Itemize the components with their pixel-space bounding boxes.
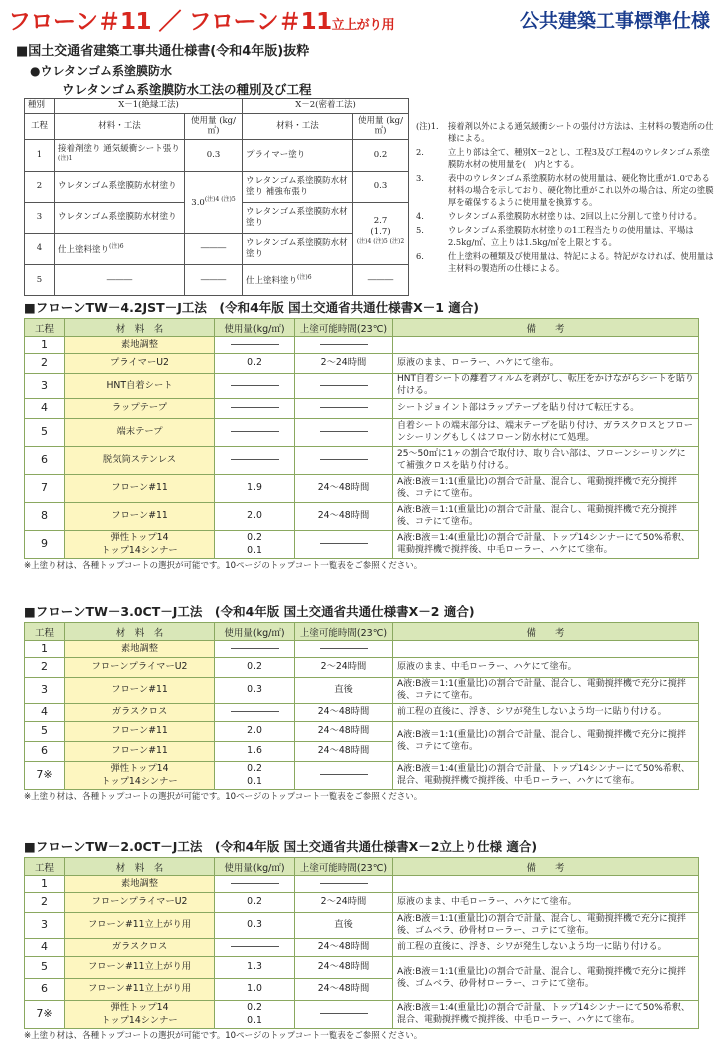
usage-cell: 1.6 [215,742,295,762]
dash-line [231,648,279,649]
usage-cell [185,171,243,233]
material-cell: 弾性トップ14 トップ14シンナー [65,531,215,559]
header-time: 上塗可能時間(23℃) [295,858,393,876]
table-row [25,762,699,790]
note-item [416,224,716,248]
remarks-cell: 原液のまま、中毛ローラー、ハケにて塗布。 [393,658,699,678]
header-x2: X－2(密着工法) [243,99,409,114]
material-text: 仕上塗料塗り [246,275,298,286]
note-item [416,120,716,144]
note-ref: (注)6 [109,242,124,250]
material-cell: ウレタンゴム系塗膜防水材塗り 補強布張り [243,171,353,202]
time-cell [295,374,393,399]
time-cell [295,876,393,893]
time-cell: 24～48時間 [295,503,393,531]
header-usage: 使用量(kg/㎡) [215,319,295,337]
table-row [25,678,699,704]
dash-line [231,407,279,408]
section-title: ■フローンTW－2.0CT－J工法 (令和4年版 国土交通省共通仕様書X－2立上り仕様 適合) [24,839,538,854]
usage-cell [215,447,295,475]
note-label: (注)1. [416,121,439,131]
table-row [25,419,699,447]
usage-cell [215,374,295,399]
header-remarks: 備 考 [393,319,699,337]
remarks-cell [393,641,699,658]
header-usage-x2: 使用量 (kg/㎡) [353,113,409,140]
step-cell: 3 [25,913,65,939]
usage-cell [215,419,295,447]
material-cell: フローン#11立上がり用 [65,913,215,939]
usage-cell: 0.2 [215,658,295,678]
table-row [25,531,699,559]
step-cell: 1 [25,876,65,893]
usage-cell [215,399,295,419]
step-cell: 5 [25,264,55,295]
process-table [24,622,699,790]
table-row [25,337,699,354]
note-label: 3. [416,173,424,184]
step-cell: 1 [25,140,55,171]
dash-line [320,385,368,386]
step-cell: 8 [25,503,65,531]
note-text: ウレタンゴム系塗膜防水材塗りの1工程当たりの使用量は、平場は2.5kg/㎡、立上りは1.5kg/㎡を上限とする。 [448,225,694,248]
note-item [416,172,716,208]
usage-cell: 2.0 [215,503,295,531]
time-cell: 2～24時間 [295,893,393,913]
usage-cell [215,337,295,354]
step-cell: 6 [25,979,65,1001]
dash-line [320,774,368,775]
note-item [416,146,716,170]
step-cell: 4 [25,399,65,419]
usage-cell: 0.3 [185,140,243,171]
material-cell: プライマーU2 [65,354,215,374]
usage-cell: 0.2 0.1 [215,531,295,559]
table-row [25,913,699,939]
time-cell [295,641,393,658]
page-header [0,0,720,36]
usage-cell: 0.2 [215,893,295,913]
remarks-cell: A液:B液＝1:1(重量比)の割合で計量、混合し、電動撹拌機で充分に撹拌後、ゴムベラ、砂骨材ローラー、コテにて塗布。 [393,957,699,1001]
header-usage: 使用量(kg/㎡) [215,858,295,876]
dash-line [231,711,279,712]
step-cell: 1 [25,337,65,354]
step-cell: 6 [25,447,65,475]
usage-text-riser: (1.7) [370,227,391,238]
table-row [25,939,699,957]
step-cell: 3 [25,374,65,399]
header-remarks: 備 考 [393,858,699,876]
remarks-cell [393,337,699,354]
header-time: 上塗可能時間(23℃) [295,319,393,337]
header-usage-x1: 使用量 (kg/㎡) [185,113,243,140]
step-cell: 3 [25,202,55,233]
dash-line [320,543,368,544]
usage-cell: 0.2 0.1 [215,1001,295,1029]
header-material: 材 料 名 [65,319,215,337]
material-cell: フローン#11立上がり用 [65,979,215,1001]
section-title: ■フローンTW－4.2JST－J工法 (令和4年版 国土交通省共通仕様書X－1 適合) [24,300,480,315]
note-item [416,250,716,274]
dash-line [231,431,279,432]
process-table [24,857,699,1029]
table-row [25,658,699,678]
remarks-cell: 原液のまま、中毛ローラー、ハケにて塗布。 [393,893,699,913]
step-cell: 9 [25,531,65,559]
remarks-cell: A液:B液＝1:4(重量比)の割合で計量、トップ14シンナーにて50%希釈、混合、電動撹拌機で撹拌後、中毛ローラー、ハケにて塗布。 [393,1001,699,1029]
product-title-suffix: 立上がり用 [331,18,395,33]
usage-cell: 0.3 [215,913,295,939]
usage-cell [215,876,295,893]
note-text: 表中のウレタンゴム系塗膜防水材の使用量は、硬化物比重が1.0である材料の場合を示しており、硬化物比重がこれ以外の場合は、所定の塗膜厚を確保するように使用量を換算する。 [448,173,714,208]
header-step: 工程 [25,858,65,876]
dash-line [231,459,279,460]
section-title: ■フローンTW－3.0CT－J工法 (令和4年版 国土交通省共通仕様書X－2 適合) [24,604,475,619]
table-row [25,876,699,893]
material-cell: ウレタンゴム系塗膜防水材塗り [55,202,185,233]
remarks-cell: 前工程の直後に、浮き、シワが発生しないよう均一に貼り付ける。 [393,704,699,722]
table-row [25,475,699,503]
dash-line [320,1013,368,1014]
usage-cell: 0.3 [353,171,409,202]
note-label: 6. [416,251,424,262]
time-cell [295,1001,393,1029]
remarks-cell: A液:B液＝1:1(重量比)の割合で計量、混合し、電動撹拌機で充分に撹拌後、ゴムベラ、砂骨材ローラー、コテにて塗布。 [393,913,699,939]
time-cell [295,447,393,475]
step-cell: 4 [25,939,65,957]
step-cell: 2 [25,893,65,913]
table-row [25,1001,699,1029]
material-cell: ガラスクロス [65,704,215,722]
step-cell: 4 [25,704,65,722]
header-material-x2: 材料・工法 [243,113,353,140]
header-material-x1: 材料・工法 [55,113,185,140]
dash-line [231,946,279,947]
material-cell: ガラスクロス [65,939,215,957]
time-cell: 24～48時間 [295,475,393,503]
material-cell: ――― [55,264,185,295]
material-cell: フローン#11 [65,503,215,531]
note-text: ウレタンゴム系塗膜防水材塗りは、2回以上に分割して塗り付ける。 [448,211,702,222]
time-cell: 24～48時間 [295,722,393,742]
note-label: 2. [416,147,424,158]
material-cell: ウレタンゴム系塗膜防水材塗り [243,233,353,264]
dash-line [320,883,368,884]
step-cell: 4 [25,233,55,264]
remarks-cell: 25～50㎡に1ヶの割合で取付け、取り合い部は、フローンシーリングにて補強クロスを貼り付ける。 [393,447,699,475]
usage-cell: ――― [185,264,243,295]
usage-cell: 1.3 [215,957,295,979]
dash-line [320,344,368,345]
time-cell [295,419,393,447]
note-ref: (注)4 (注)5 (注)2 [356,237,405,245]
usage-cell: 0.2 [353,140,409,171]
material-cell: 素地調整 [65,876,215,893]
note-label: 4. [416,211,424,222]
table-row [25,503,699,531]
note-ref: (注)6 [297,273,312,281]
table-row [25,447,699,475]
notes-block [416,120,716,276]
dash-line [320,648,368,649]
section-footnote: ※上塗り材は、各種トップコートの選択が可能です。10ページのトップコート一覧表をご参照ください。 [24,1031,423,1041]
time-cell: 24～48時間 [295,979,393,1001]
material-cell: プライマー塗り [243,140,353,171]
time-cell: 24～48時間 [295,957,393,979]
remarks-cell: 前工程の直後に、浮き、シワが発生しないよう均一に貼り付ける。 [393,939,699,957]
remarks-cell: 自着シートの端末部分は、端末テープを貼り付け、ガラスクロスとフローンシーリングもしくはフローン防水材にて処理。 [393,419,699,447]
time-cell: 直後 [295,913,393,939]
header-usage: 使用量(kg/㎡) [215,623,295,641]
usage-cell: 2.0 [215,722,295,742]
step-cell: 7※ [25,762,65,790]
remarks-cell: A液:B液＝1:1(重量比)の割合で計量、混合し、電動撹拌機で充分に撹拌後、コテにて塗布。 [393,722,699,762]
material-cell [243,264,353,295]
note-text: 仕上塗料の種類及び使用量は、特記による。特記がなければ、使用量は主材料の製造所の仕様による。 [448,251,714,274]
spec-process-table [24,98,409,296]
material-cell: 弾性トップ14 トップ14シンナー [65,762,215,790]
usage-cell: 1.9 [215,475,295,503]
material-cell: フローン#11 [65,742,215,762]
material-cell [55,233,185,264]
table-row [25,641,699,658]
header-material: 材 料 名 [65,623,215,641]
remarks-cell: A液:B液＝1:1(重量比)の割合で計量、混合し、電動撹拌機で充分撹拌後、コテにて塗布。 [393,475,699,503]
usage-cell [353,202,409,264]
step-cell: 1 [25,641,65,658]
remarks-cell: シートジョイント部はラップテープを貼り付けて転圧する。 [393,399,699,419]
step-cell: 2 [25,658,65,678]
material-cell: HNT自着シート [65,374,215,399]
time-cell [295,337,393,354]
material-cell: フローンプライマーU2 [65,658,215,678]
remarks-cell: A液:B液＝1:4(重量比)の割合で計量、トップ14シンナーにて50%希釈、電動撹拌機で撹拌後、中毛ローラー、ハケにて塗布。 [393,531,699,559]
material-cell: 素地調整 [65,641,215,658]
remarks-cell: A液:B液＝1:4(重量比)の割合で計量、トップ14シンナーにて50%希釈、混合、電動撹拌機で撹拌後、中毛ローラー、ハケにて塗布。 [393,762,699,790]
dash-line [231,883,279,884]
table-row [25,374,699,399]
time-cell: 2～24時間 [295,658,393,678]
step-cell: 7※ [25,1001,65,1029]
product-title [8,3,394,36]
time-cell [295,531,393,559]
dash-line [320,407,368,408]
time-cell: 直後 [295,678,393,704]
usage-cell: ――― [185,233,243,264]
spec-category-title: 公共建築工事標準仕様 [519,10,710,32]
usage-cell: ――― [353,264,409,295]
step-cell: 5 [25,419,65,447]
material-text: 仕上塗料塗り [58,244,110,255]
table-subtitle: ウレタンゴム系塗膜防水工法の種別及び工程 [62,82,312,97]
table-row [25,957,699,979]
note-item [416,210,716,222]
header-material: 材 料 名 [65,858,215,876]
usage-cell [215,939,295,957]
material-cell: フローン#11立上がり用 [65,957,215,979]
time-cell: 24～48時間 [295,939,393,957]
material-cell [55,140,185,171]
usage-cell: 1.0 [215,979,295,1001]
header-remarks: 備 考 [393,623,699,641]
material-cell: フローン#11 [65,722,215,742]
table-row [25,354,699,374]
step-cell: 5 [25,957,65,979]
step-cell: 3 [25,678,65,704]
dash-line [320,431,368,432]
header-x1: X－1(絶縁工法) [55,99,243,114]
table-row [25,704,699,722]
note-text: 立上り部は全て、種別X－2とし、工程3及び工程4のウレタンゴム系塗膜防水材の使用量を( )内とする。 [448,147,710,170]
remarks-cell: HNT自着シートの離着フィルムを剥がし、転圧をかけながらシートを貼り付ける。 [393,374,699,399]
material-cell: ウレタンゴム系塗膜防水材塗り [243,202,353,233]
dash-line [231,344,279,345]
usage-cell: 0.2 0.1 [215,762,295,790]
usage-cell [215,641,295,658]
note-ref: (注)1 [58,154,73,162]
section-footnote: ※上塗り材は、各種トップコートの選択が可能です。10ページのトップコート一覧表をご参照ください。 [24,792,423,802]
remarks-cell: A液:B液＝1:1(重量比)の割合で計量、混合し、電動撹拌機で充分に撹拌後、コテにて塗布。 [393,678,699,704]
step-cell: 7 [25,475,65,503]
note-label: 5. [416,225,424,236]
usage-cell: 0.3 [215,678,295,704]
product-title-main: フローン＃11 ／ フローン＃11 [8,9,332,35]
material-cell: ラップテープ [65,399,215,419]
usage-cell [215,704,295,722]
time-cell: 2～24時間 [295,354,393,374]
table-row [25,893,699,913]
material-text: 接着剤塗り 通気緩衝シート張り [58,143,180,154]
method-bullet: ●ウレタンゴム系塗膜防水 [30,64,172,78]
header-kind: 種別 [25,99,55,114]
spec-heading: ■国土交通省建築工事共通仕様書(令和4年版)抜粋 [16,44,310,59]
material-cell: フローン#11 [65,678,215,704]
note-text: 接着剤以外による通気緩衝シートの張付け方法は、主材料の製造所の仕様による。 [448,121,714,144]
usage-text: 3.0 [191,197,205,208]
header-step: 工程 [25,113,55,140]
usage-cell: 0.2 [215,354,295,374]
material-cell: フローン#11 [65,475,215,503]
header-step: 工程 [25,319,65,337]
dash-line [231,385,279,386]
header-step: 工程 [25,623,65,641]
time-cell: 24～48時間 [295,742,393,762]
remarks-cell: A液:B液＝1:1(重量比)の割合で計量、混合し、電動撹拌機で充分撹拌後、コテにて塗布。 [393,503,699,531]
time-cell: 24～48時間 [295,704,393,722]
process-table [24,318,699,559]
header-time: 上塗可能時間(23℃) [295,623,393,641]
section-footnote: ※上塗り材は、各種トップコートの選択が可能です。10ページのトップコート一覧表をご参照ください。 [24,561,423,571]
remarks-cell [393,876,699,893]
time-cell [295,399,393,419]
step-cell: 5 [25,722,65,742]
dash-line [320,459,368,460]
remarks-cell: 原液のまま、ローラー、ハケにて塗布。 [393,354,699,374]
material-cell: フローンプライマーU2 [65,893,215,913]
step-cell: 6 [25,742,65,762]
note-ref: (注)4 (注)5 [204,195,236,203]
step-cell: 2 [25,171,55,202]
table-row [25,722,699,742]
material-cell: 弾性トップ14 トップ14シンナー [65,1001,215,1029]
material-cell: 脱気筒ステンレス [65,447,215,475]
time-cell [295,762,393,790]
usage-text: 2.7 [373,216,388,227]
material-cell: ウレタンゴム系塗膜防水材塗り [55,171,185,202]
material-cell: 素地調整 [65,337,215,354]
step-cell: 2 [25,354,65,374]
material-cell: 端末テープ [65,419,215,447]
table-row [25,399,699,419]
